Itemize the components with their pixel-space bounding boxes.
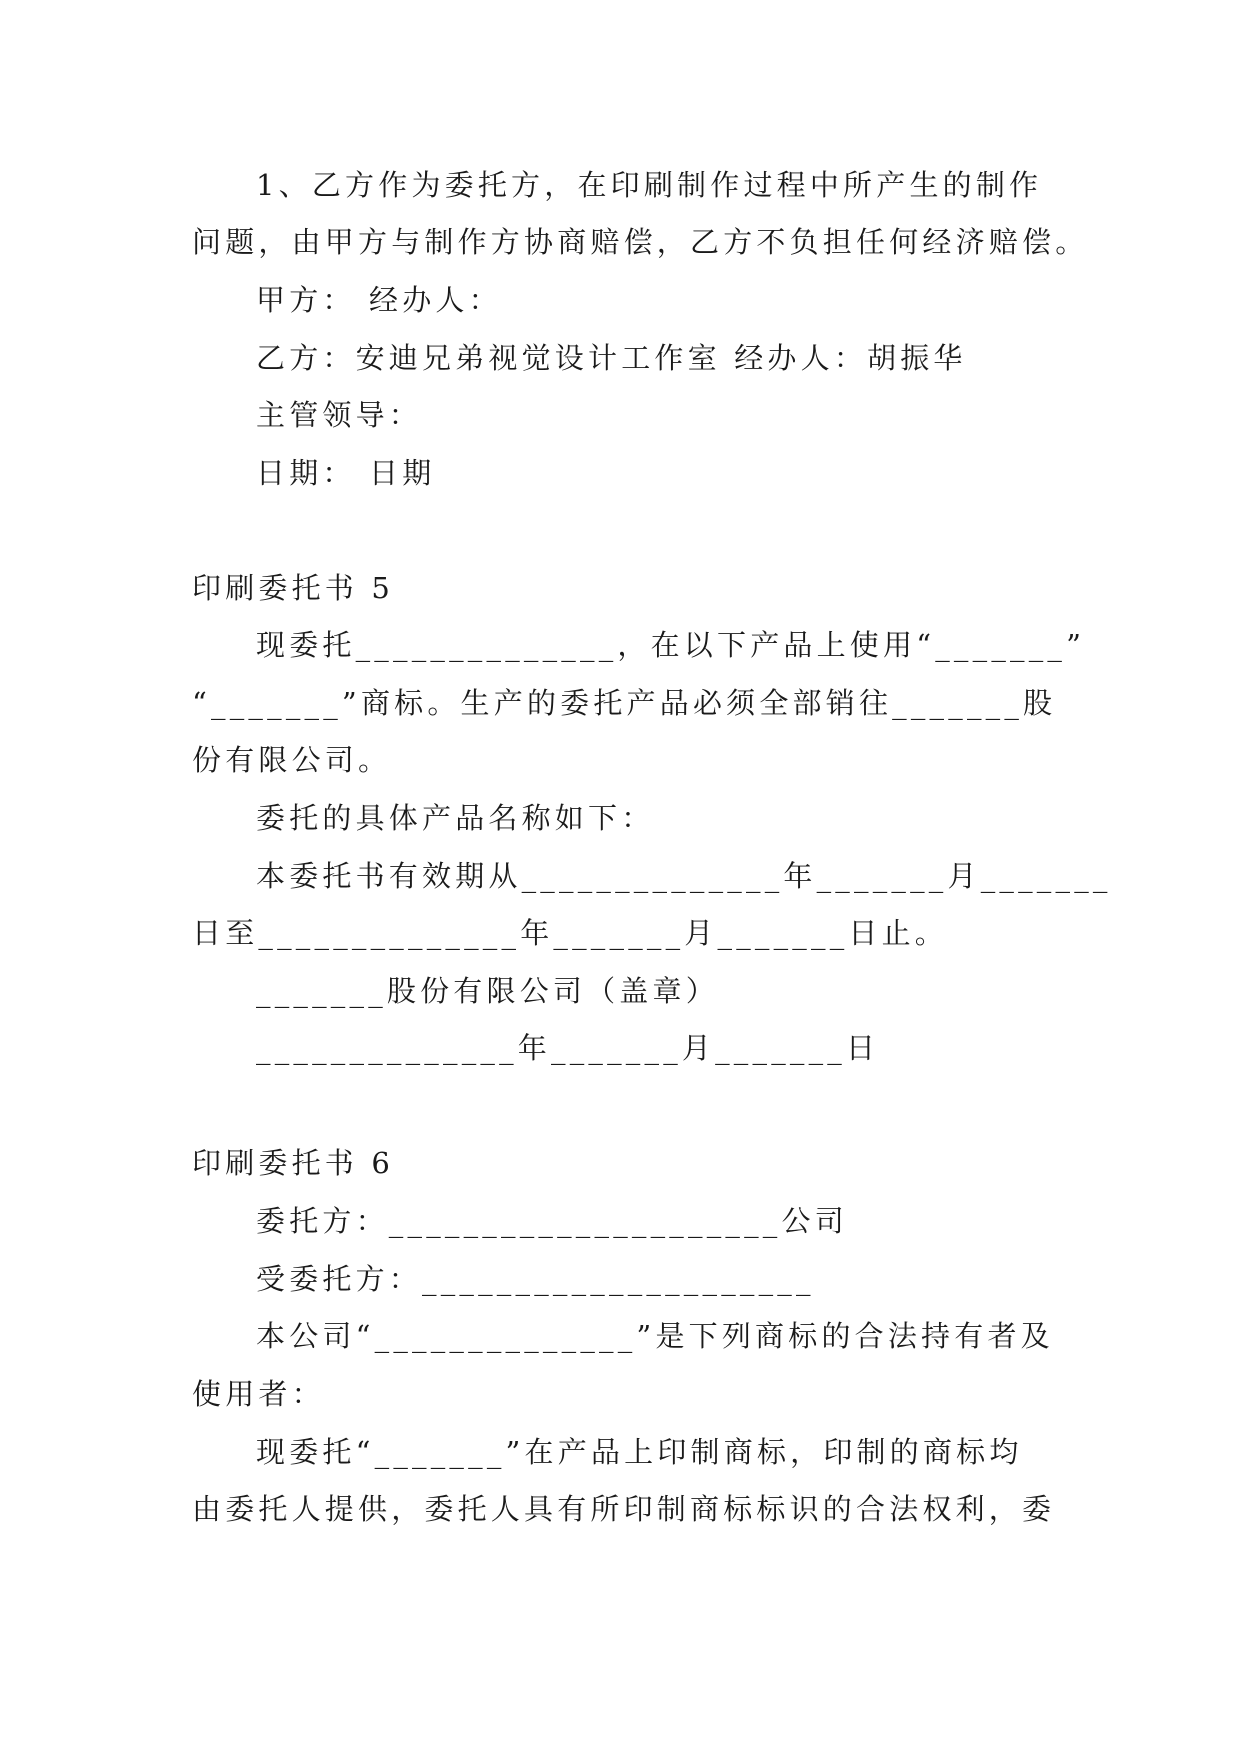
trademark-owner-line: 本公司“______________”是下列商标的合法持有者及: [256, 1319, 1054, 1353]
validity-line-cont: 日至______________年_______月_______日止。: [192, 916, 949, 950]
section-title-6: 印刷委托书 6: [192, 1146, 395, 1180]
paragraph-entrust: 现委托______________，在以下产品上使用“_______”: [256, 628, 1086, 662]
section-title-5: 印刷委托书 5: [192, 571, 395, 605]
signature-date-line: ______________年_______月_______日: [256, 1031, 880, 1065]
party-a-line: 甲方： 经办人：: [256, 283, 502, 317]
company-seal-line: _______股份有限公司（盖章）: [256, 974, 719, 1008]
date-line: 日期： 日期: [256, 456, 436, 490]
paragraph-entrust-cont: “_______”商标。生产的委托产品必须全部销往_______股: [192, 686, 1057, 720]
paragraph-clause-1: 1、乙方作为委托方，在印刷制作过程中所产生的制作: [256, 168, 1043, 202]
supervisor-line: 主管领导：: [256, 398, 423, 432]
product-list-line: 委托的具体产品名称如下：: [256, 801, 655, 835]
party-b-line: 乙方：安迪兄弟视觉设计工作室 经办人：胡振华: [256, 341, 967, 375]
trademark-owner-line-cont: 使用者：: [192, 1377, 325, 1411]
printing-entrust-line: 现委托“_______”在产品上印制商标，印制的商标均: [256, 1435, 1023, 1469]
printing-entrust-line-cont: 由委托人提供，委托人具有所印制商标标识的合法权利，委: [192, 1492, 1056, 1526]
principal-line: 委托方：_____________________公司: [256, 1204, 848, 1238]
agent-line: 受委托方：_____________________: [256, 1262, 815, 1296]
validity-line: 本委托书有效期从______________年_______月_______: [256, 859, 1112, 893]
paragraph-entrust-end: 份有限公司。: [192, 743, 392, 777]
paragraph-clause-1-cont: 问题，由甲方与制作方协商赔偿，乙方不负担任何经济赔偿。: [192, 225, 1089, 259]
